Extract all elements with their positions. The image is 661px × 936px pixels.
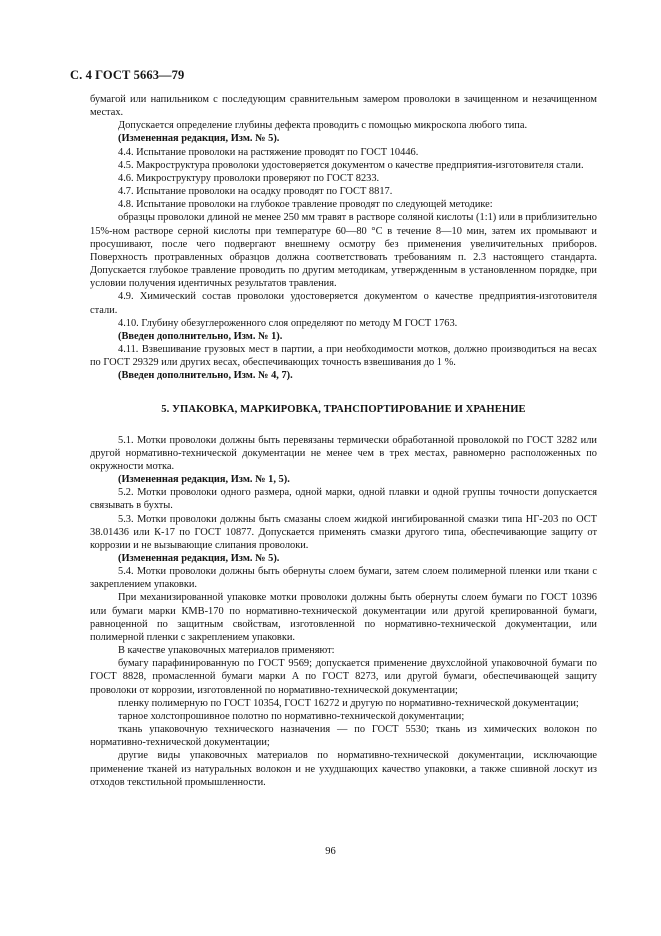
paragraph: 4.4. Испытание проволоки на растяжение проводят по ГОСТ 10446. <box>118 146 419 158</box>
paragraph: 5.2. Мотки проволоки одного размера, одной марки, одной плавки и одной группы точности допускается связывать в бухты. <box>90 487 597 512</box>
paragraph: В качестве упаковочных материалов применяют: <box>118 645 335 657</box>
paragraph: другие виды упаковочных материалов по нормативно-технической документации, исключающие применение тканей из натуральных волокон и не ухудшающих качество упаковки, а также сшивной лоскут из отходов текстильной промышленности. <box>90 750 597 788</box>
paragraph: пленку полимерную по ГОСТ 10354, ГОСТ 16272 и другую по нормативно-технической документации; <box>118 697 579 709</box>
paragraph: бумагой или напильником с последующим сравнительным замером проволоки в зачищенном и незачищенном местах. <box>90 94 597 119</box>
paragraph: (Измененная редакция, Изм. № 5). <box>118 553 280 564</box>
paragraph: 5.4. Мотки проволоки должны быть обернуты слоем бумаги, затем слоем полимерной пленки или ткани с закреплением упаковки. <box>90 566 597 591</box>
page-number: 96 <box>325 846 336 857</box>
paragraph: (Измененная редакция, Изм. № 1, 5). <box>118 474 290 486</box>
paragraph: 5.3. Мотки проволоки должны быть смазаны слоем жидкой ингибированной смазки типа НГ-203 по ОСТ 38.01436 или К-17 по ГОСТ 10877. Допускается применять смазки другого типа, обеспечивающие защиту от коррозии и не вызывающие слипания проволоки. <box>90 513 597 551</box>
paragraph: 4.6. Микроструктуру проволоки проверяют по ГОСТ 8233. <box>118 172 380 184</box>
paragraph: 4.11. Взвешивание грузовых мест в партии, а при необходимости мотков, должно производиться на весах по ГОСТ 29329 или других весах, обеспечивающих точность взвешивания до 1 %. <box>90 343 597 369</box>
paragraph: 4.10. Глубину обезуглероженного слоя определяют по методу М ГОСТ 1763. <box>118 317 458 329</box>
paragraph: При механизированной упаковке мотки проволоки должны быть обернуты слоем бумаги по ГОСТ 10396 или бумаги марки КМВ-170 по нормативно-технической документации или другой крепированной бумаги, равноценной по защитным свойствам, изготовленной по нормативно-технической документации, или полимерной пленки с закреплением упаковки. <box>90 592 597 643</box>
paragraph: тарное холстопрошивное полотно по нормативно-технической документации; <box>118 710 465 722</box>
paragraph: Допускается определение глубины дефекта проводить с помощью микроскопа любого типа. <box>118 120 528 132</box>
paragraph: 5.1. Мотки проволоки должны быть перевязаны термически обработанной проволокой по ГОСТ 3282 или другой нормативно-технической документации не менее чем в трех местах, равномерно расположенных по окружности мотка. <box>90 434 597 472</box>
paragraph: образцы проволоки длиной не менее 250 мм травят в растворе соляной кислоты (1:1) или в приблизительно 15%-ном растворе серной кислоты при температуре 60—80 °С в течение 8—10 мин, затем их промывают и просушивают, после чего подвергают внешнему осмотру без применения увеличительных приборов. Поверхность протравленных образцов должна соответствовать требованиям п. 2.3 настоящего стандарта. Допускается глубокое травление проводить по другим методикам, утвержденным в установленном порядке, при условии получения идентичных результатов травления. <box>90 212 597 290</box>
page-header: С. 4 ГОСТ 5663—79 <box>70 68 185 82</box>
paragraph: ткань упаковочную технического назначения — по ГОСТ 5530; ткань из химических волокон по нормативно-технической документации; <box>90 724 597 749</box>
paragraph: 4.7. Испытание проволоки на осадку проводят по ГОСТ 8817. <box>118 186 393 198</box>
paragraph: 4.5. Макроструктура проволоки удостоверяется документом о качестве предприятия-изготовителя стали. <box>118 159 584 171</box>
paragraph: 4.8. Испытание проволоки на глубокое травление проводят по следующей методике: <box>118 199 493 211</box>
section-4-content <box>90 93 597 382</box>
paragraph: (Измененная редакция, Изм. № 5). <box>118 133 280 145</box>
paragraph: 4.9. Химический состав проволоки удостоверяется документом о качестве предприятия-изготовителя стали. <box>90 291 597 316</box>
paragraph: (Введен дополнительно, Изм. № 4, 7). <box>118 370 293 382</box>
document-body <box>90 93 597 789</box>
section-5-content <box>90 434 597 789</box>
paragraph: (Введен дополнительно, Изм. № 1). <box>118 330 283 342</box>
section-5-title: 5. УПАКОВКА, МАРКИРОВКА, ТРАНСПОРТИРОВАНИЕ И ХРАНЕНИЕ <box>161 404 526 416</box>
paragraph: бумагу парафинированную по ГОСТ 9569; допускается применение двухслойной упаковочной бумаги по ГОСТ 8828, промасленной бумаги марки А по ГОСТ 8273, или другой бумаги, обеспечивающей защиту проволоки от коррозии, изготовленной по нормативно-технической документации; <box>90 658 597 696</box>
